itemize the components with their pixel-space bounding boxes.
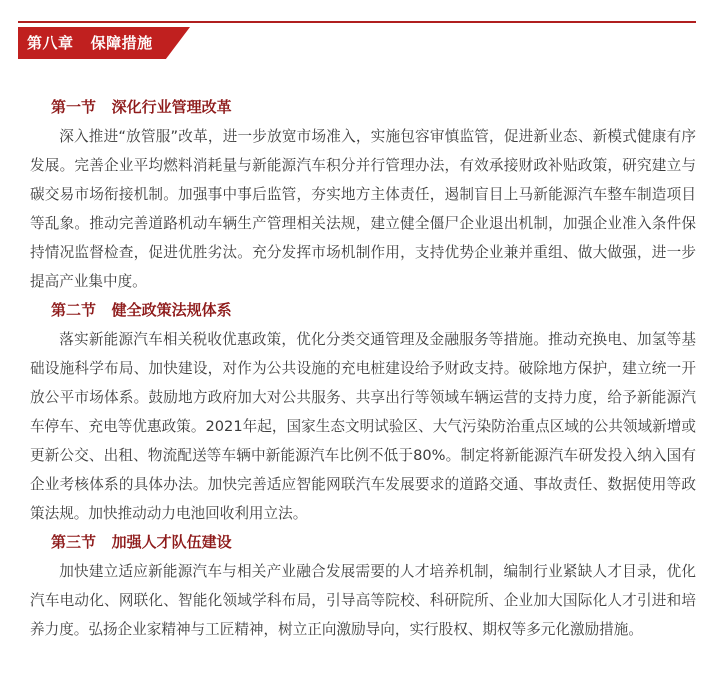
top-divider bbox=[18, 21, 696, 23]
section-2 bbox=[30, 296, 696, 528]
document-body bbox=[30, 93, 696, 644]
section-paragraph: 深入推进“放管服”改革，进一步放宽市场准入，实施包容审慎监管，促进新业态、新模式健康有序发展。完善企业平均燃料消耗量与新能源汽车积分并行管理办法，有效承接财政补贴政策，研究建立与碳交易市场衔接机制。加强事中事后监管，夯实地方主体责任，遏制盲目上马新能源汽车整车制造项目等乱象。推动完善道路机动车辆生产管理相关法规，建立健全僵尸企业退出机制，加强企业准入条件保持情况监督检查，促进优胜劣汰。充分发挥市场机制作用，支持优势企业兼并重组、做大做强，进一步提高产业集中度。 bbox=[30, 128, 696, 290]
section-heading: 第一节 深化行业管理改革 bbox=[51, 98, 232, 116]
section-1 bbox=[30, 93, 696, 296]
chapter-title: 第八章 保障措施 bbox=[27, 34, 153, 52]
section-paragraph: 落实新能源汽车相关税收优惠政策，优化分类交通管理及金融服务等措施。推动充换电、加氢等基础设施科学布局、加快建设，对作为公共设施的充电桩建设给予财政支持。破除地方保护，建立统一开放公平市场体系。鼓励地方政府加大对公共服务、共享出行等领域车辆运营的支持力度，给予新能源汽车停车、充电等优惠政策。2021年起，国家生态文明试验区、大气污染防治重点区域的公共领域新增或更新公交、出租、物流配送等车辆中新能源汽车比例不低于80%。制定将新能源汽车研发投入纳入国有企业考核体系的具体办法。加快完善适应智能网联汽车发展要求的道路交通、事故责任、数据使用等政策法规。加快推动动力电池回收利用立法。 bbox=[30, 331, 696, 522]
section-heading: 第三节 加强人才队伍建设 bbox=[51, 533, 232, 551]
section-3 bbox=[30, 528, 696, 644]
section-paragraph: 加快建立适应新能源汽车与相关产业融合发展需要的人才培养机制，编制行业紧缺人才目录，优化汽车电动化、网联化、智能化领域学科布局，引导高等院校、科研院所、企业加大国际化人才引进和培养力度。弘扬企业家精神与工匠精神，树立正向激励导向，实行股权、期权等多元化激励措施。 bbox=[30, 563, 696, 638]
section-heading: 第二节 健全政策法规体系 bbox=[51, 301, 232, 319]
